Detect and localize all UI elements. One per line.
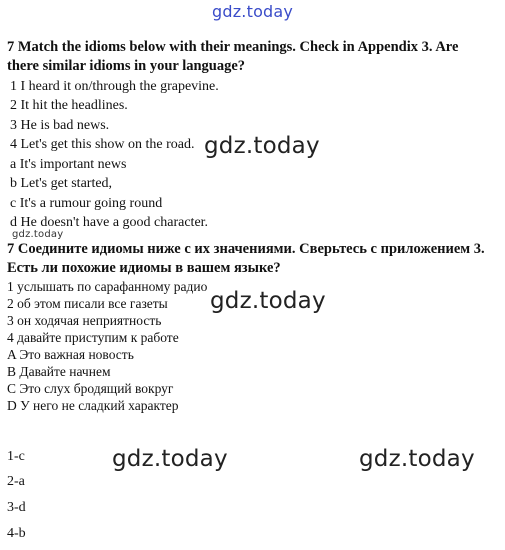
watermark-big-4: gdz.today [359,446,475,472]
meaning-ru-d: D У него не сладкий характер [7,398,179,413]
watermark-big-1: gdz.today [204,133,320,159]
meaning-en-b: b Let's get started, [10,176,113,191]
exercise-heading-en-line-1: 7 Match the idioms below with their meanings. Check in Appendix 3. Are [7,39,459,55]
exercise-heading-ru-line-1: 7 Соедините идиомы ниже с их значениями. Сверьтесь с приложением 3. [7,241,485,257]
answer-2: 2-a [7,474,25,489]
meaning-ru-c: C Это слух бродящий вокруг [7,381,174,396]
answer-1: 1-c [7,449,25,464]
idiom-en-1: 1 I heard it on/through the grapevine. [10,79,219,94]
watermark-top: gdz.today [212,2,294,21]
idiom-ru-3: 3 он ходячая неприятность [7,313,162,328]
idiom-ru-4: 4 давайте приступим к работе [7,330,179,345]
watermark-small: gdz.today [12,229,64,240]
meaning-ru-b: B Давайте начнем [7,364,111,379]
idiom-en-3: 3 He is bad news. [10,118,110,133]
watermark-big-2: gdz.today [210,288,326,314]
exercise-heading-ru-line-2: Есть ли похожие идиомы в вашем языке? [7,260,281,276]
meaning-en-d: d He doesn't have a good character. [10,215,209,230]
watermark-big-3: gdz.today [112,446,228,472]
meaning-en-a: a It's important news [10,157,127,172]
answer-3: 3-d [7,500,26,515]
exercise-heading-en-line-2: there similar idioms in your language? [7,58,246,74]
answer-4: 4-b [7,526,26,541]
idiom-en-2: 2 It hit the headlines. [10,98,128,113]
idiom-en-4: 4 Let's get this show on the road. [10,137,195,152]
meaning-en-c: c It's a rumour going round [10,196,163,211]
idiom-ru-2: 2 об этом писали все газеты [7,296,168,311]
meaning-ru-a: A Это важная новость [7,347,134,362]
idiom-ru-1: 1 услышать по сарафанному радио [7,279,208,294]
